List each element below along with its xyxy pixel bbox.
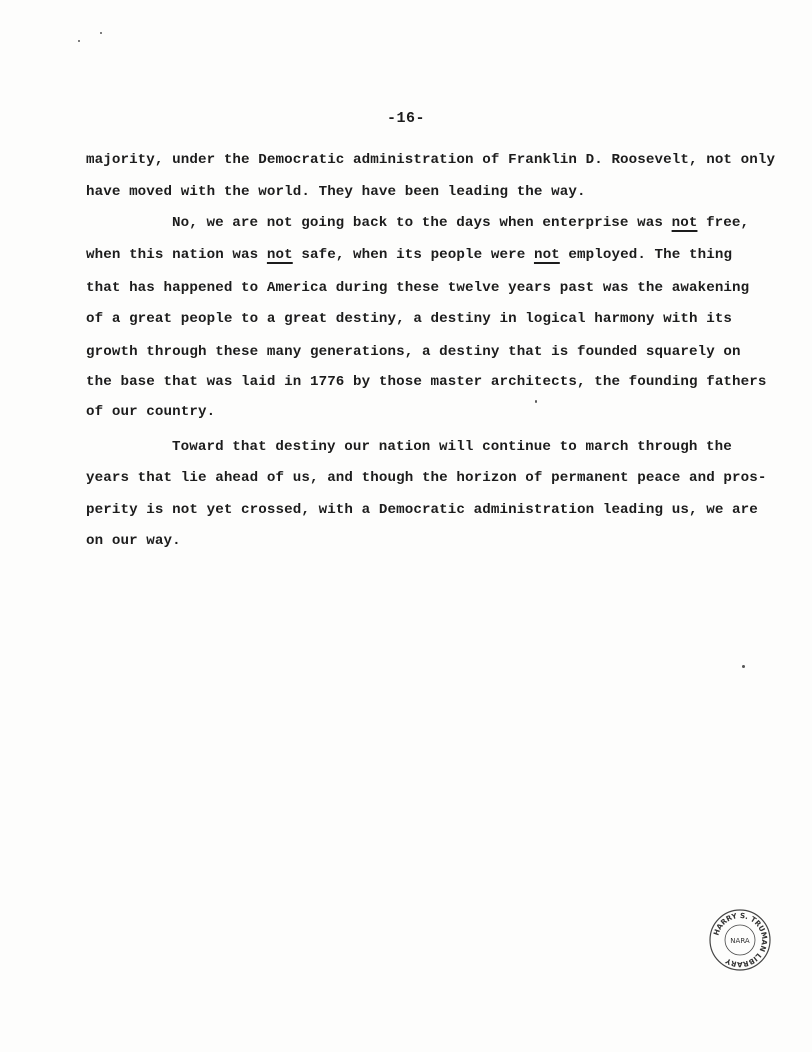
text-segment: majority, under the Democratic administration of Franklin D. Roosevelt, not only — [86, 152, 776, 168]
text-segment: years that lie ahead of us, and though the horizon of permanent peace and pros- — [86, 470, 767, 486]
text-segment: No, we are not going back to the days when enterprise was — [172, 215, 672, 231]
scan-speck — [78, 40, 80, 42]
text-segment: on our way. — [86, 533, 181, 549]
svg-text:HARRY S. TRUMAN LIBRARY: HARRY S. TRUMAN LIBRARY — [711, 910, 770, 970]
text-line — [172, 439, 732, 455]
text-line — [86, 502, 758, 518]
text-segment: perity is not yet crossed, with a Democratic administration leading us, we are — [86, 502, 758, 518]
page-number: -16- — [386, 110, 425, 127]
text-line — [172, 215, 749, 231]
underlined-word: not — [533, 247, 560, 263]
text-line — [86, 404, 215, 420]
text-segment: of our country. — [86, 404, 216, 420]
scan-speck — [742, 665, 745, 668]
text-line — [86, 533, 181, 549]
scan-speck — [100, 32, 102, 34]
text-line — [86, 280, 749, 296]
text-segment: that has happened to America during these twelve years past was the awakening — [86, 280, 750, 296]
text-segment: Toward that destiny our nation will continue to march through the — [172, 439, 732, 455]
text-line — [86, 311, 732, 327]
text-segment: of a great people to a great destiny, a destiny in logical harmony with its — [86, 311, 733, 327]
text-line — [86, 470, 767, 486]
text-segment: safe, when its people were — [292, 247, 534, 263]
text-line — [86, 152, 775, 168]
text-segment: when this nation was — [86, 247, 267, 263]
text-line — [86, 374, 767, 390]
text-segment: free, — [697, 215, 750, 231]
underlined-word: not — [671, 215, 698, 231]
text-segment: growth through these many generations, a destiny that is founded squarely on — [86, 344, 741, 360]
text-line — [86, 184, 586, 200]
text-line — [86, 247, 732, 263]
library-seal-stamp — [708, 908, 772, 972]
text-segment: have moved with the world. They have been leading the way. — [86, 184, 586, 200]
underlined-word: not — [266, 247, 293, 263]
text-line — [86, 344, 741, 360]
svg-text:NARA: NARA — [730, 937, 750, 945]
scan-speck — [535, 400, 537, 403]
text-segment: the base that was laid in 1776 by those master architects, the founding fathers — [86, 374, 767, 390]
text-segment: employed. The thing — [559, 247, 733, 263]
